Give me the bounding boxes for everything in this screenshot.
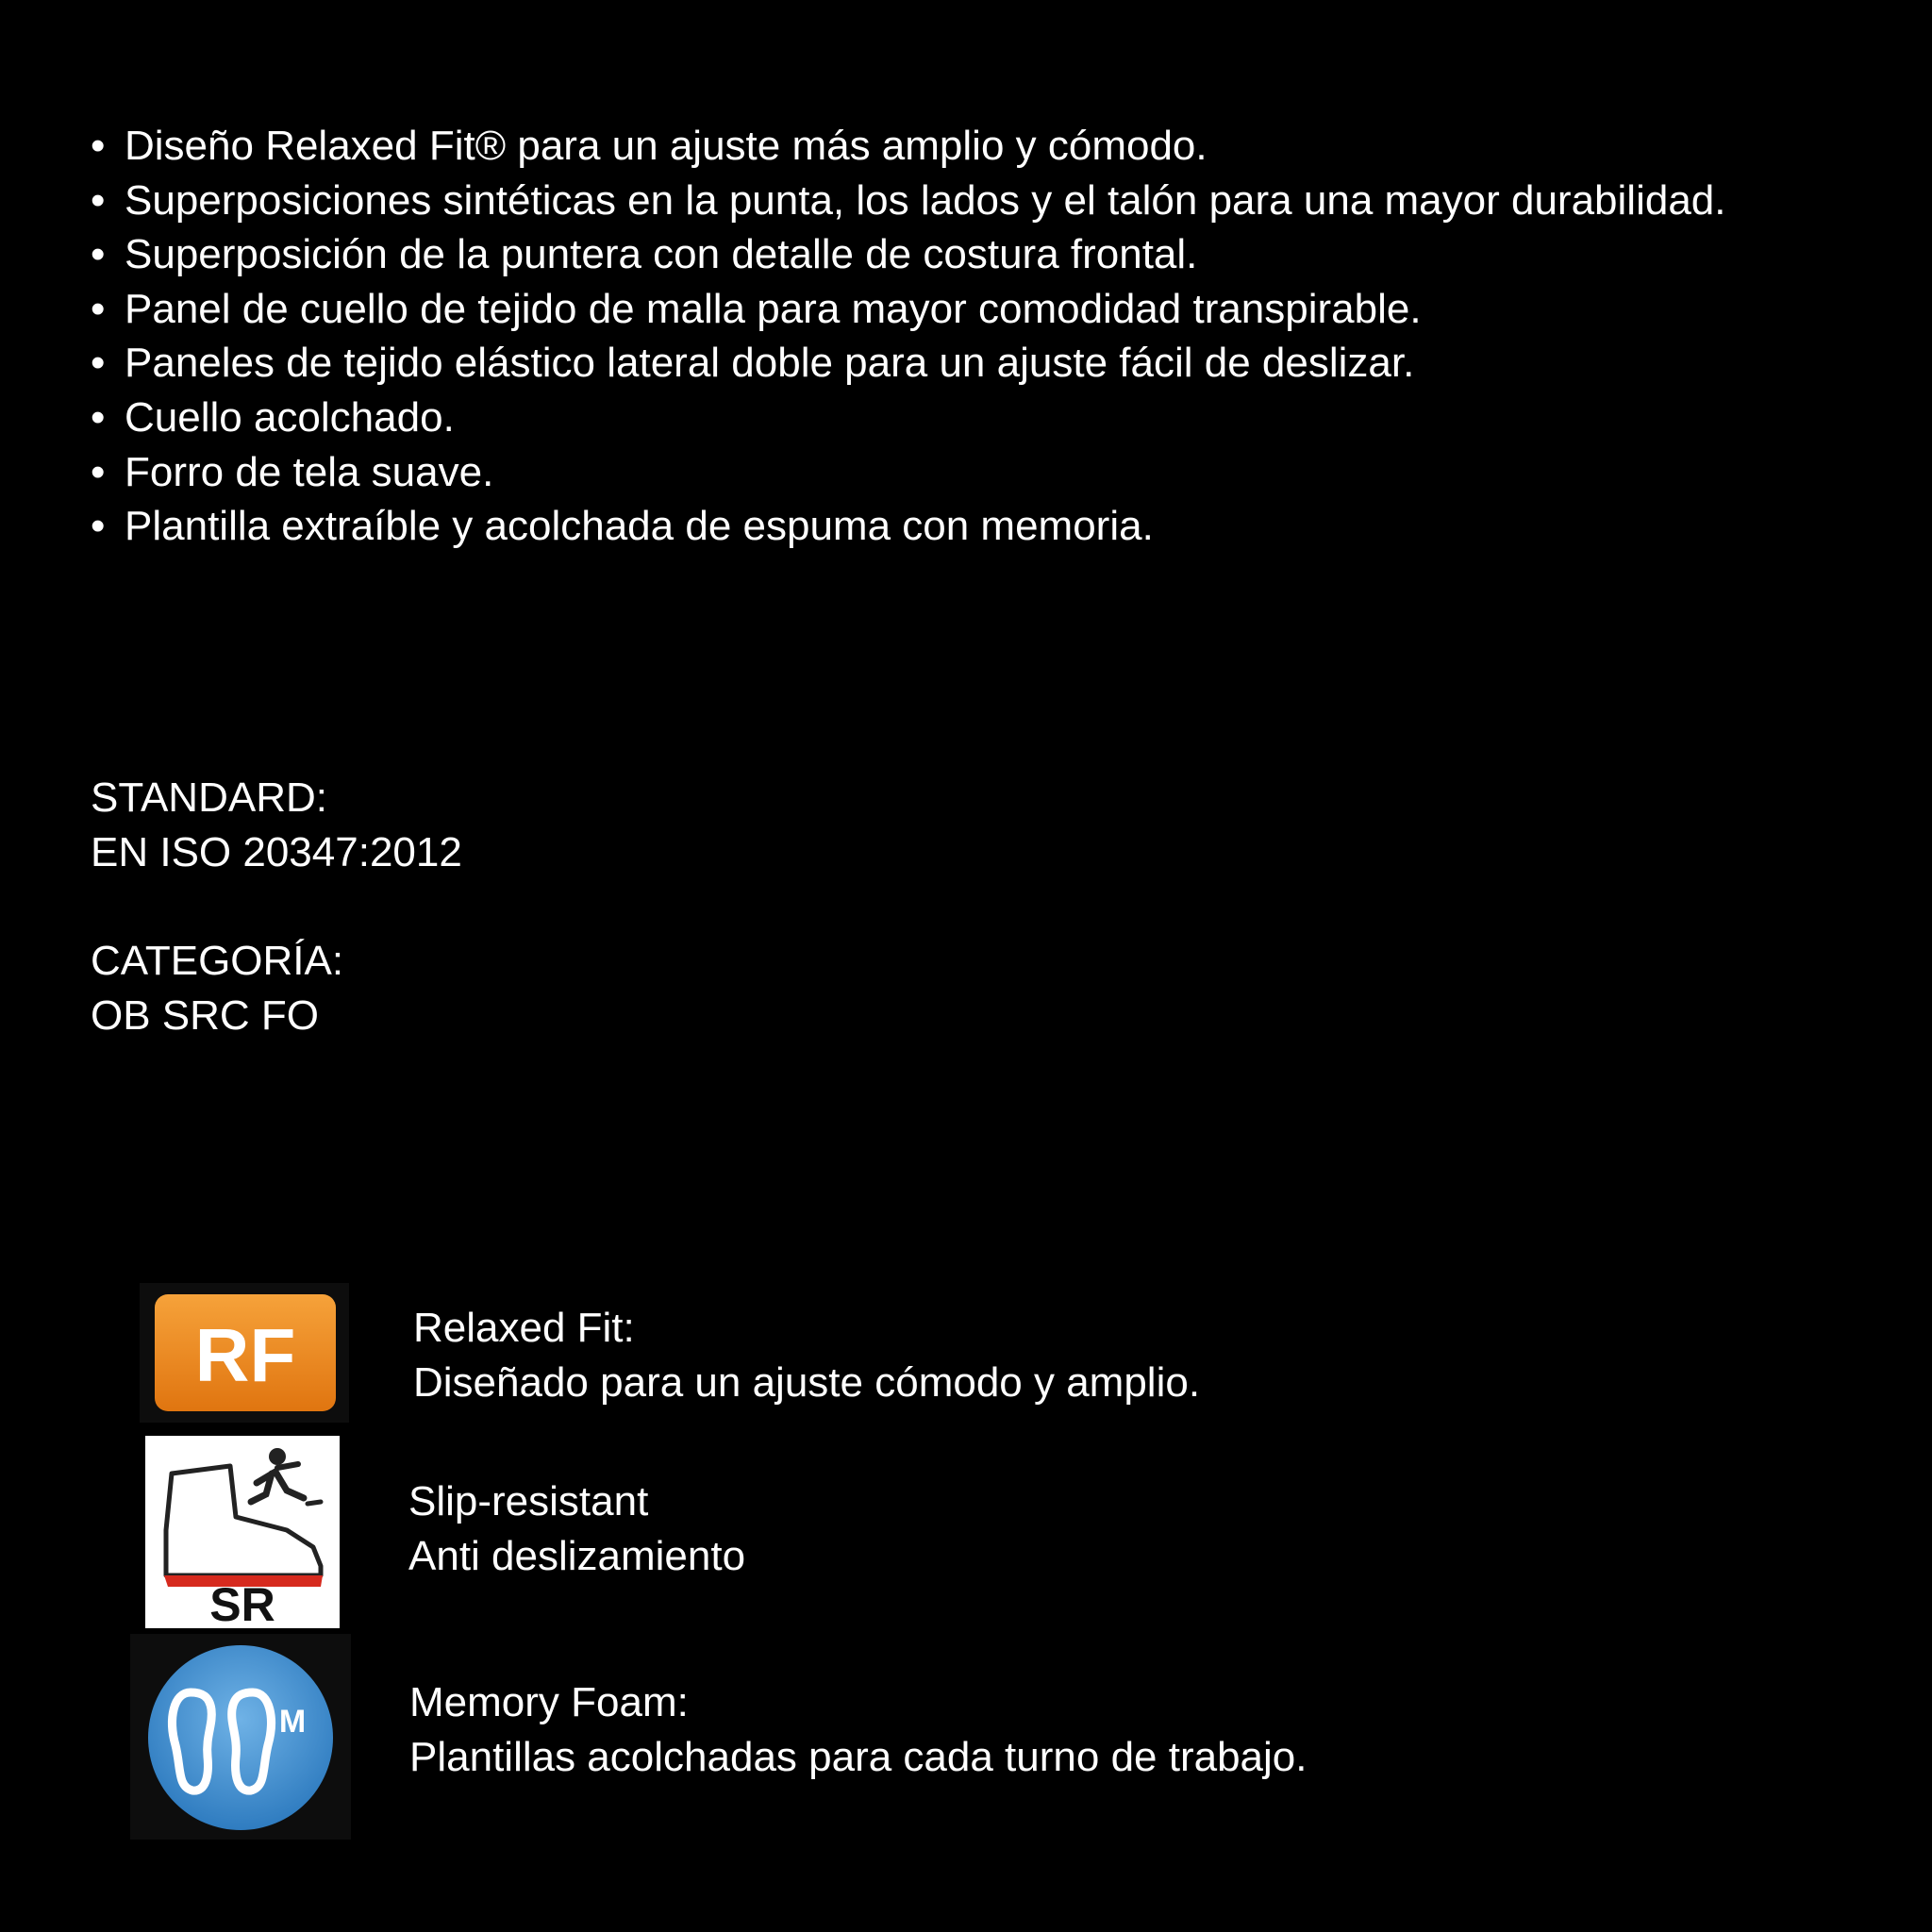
feature-text: Cuello acolchado.	[125, 393, 455, 441]
relaxed-fit-icon	[140, 1283, 349, 1423]
feature-item	[91, 499, 1725, 554]
memory-foam-text	[409, 1675, 1307, 1785]
memory-foam-description: Plantillas acolchadas para cada turno de trabajo.	[409, 1734, 1307, 1780]
slip-resistant-icon-text: SR	[209, 1578, 275, 1628]
memory-foam-footprints-icon	[130, 1634, 351, 1840]
bullet: •	[91, 340, 106, 387]
standard-label: STANDARD:	[91, 774, 327, 821]
slip-resistant-boot-icon	[145, 1436, 340, 1628]
feature-item	[91, 282, 1725, 337]
feature-item	[91, 391, 1725, 445]
slip-resistant-text	[408, 1474, 745, 1584]
feature-text: Diseño Relaxed Fit® para un ajuste más amplio y cómodo.	[125, 123, 1208, 169]
feature-text: Forro de tela suave.	[125, 448, 494, 495]
memory-foam-svg	[130, 1634, 351, 1840]
bullet: •	[91, 503, 106, 550]
relaxed-fit-icon-text: RF	[194, 1313, 296, 1397]
bullet: •	[91, 231, 106, 278]
category-label: CATEGORÍA:	[91, 938, 344, 984]
relaxed-fit-description: Diseñado para un ajuste cómodo y amplio.	[413, 1359, 1201, 1406]
feature-list	[91, 119, 1725, 554]
feature-item	[91, 227, 1725, 282]
category-value: OB SRC FO	[91, 992, 320, 1039]
bullet: •	[91, 123, 106, 169]
slip-resistant-title: Slip-resistant	[408, 1478, 649, 1524]
bullet: •	[91, 285, 106, 332]
feature-item	[91, 445, 1725, 500]
feature-text: Paneles de tejido elástico lateral doble para un ajuste fácil de deslizar.	[125, 340, 1415, 387]
relaxed-fit-svg	[140, 1283, 349, 1423]
feature-item	[91, 119, 1725, 174]
standard-block	[91, 771, 462, 880]
relaxed-fit-title: Relaxed Fit:	[413, 1305, 635, 1351]
feature-item	[91, 336, 1725, 391]
bullet: •	[91, 393, 106, 441]
bullet: •	[91, 176, 106, 224]
relaxed-fit-text	[413, 1301, 1200, 1410]
memory-foam-icon-text: M	[278, 1704, 307, 1740]
slip-resistant-description: Anti deslizamiento	[408, 1533, 746, 1579]
bullet: •	[91, 448, 106, 495]
slip-resistant-svg	[145, 1436, 340, 1628]
feature-text: Plantilla extraíble y acolchada de espuma con memoria.	[125, 503, 1154, 550]
standard-value: EN ISO 20347:2012	[91, 829, 462, 875]
feature-text: Superposición de la puntera con detalle de costura frontal.	[125, 231, 1198, 278]
feature-text: Superposiciones sintéticas en la punta, los lados y el talón para una mayor durabilidad.	[125, 176, 1726, 224]
feature-text: Panel de cuello de tejido de malla para mayor comodidad transpirable.	[125, 285, 1422, 332]
memory-foam-title: Memory Foam:	[409, 1679, 689, 1725]
feature-item	[91, 174, 1725, 228]
category-block	[91, 934, 343, 1043]
